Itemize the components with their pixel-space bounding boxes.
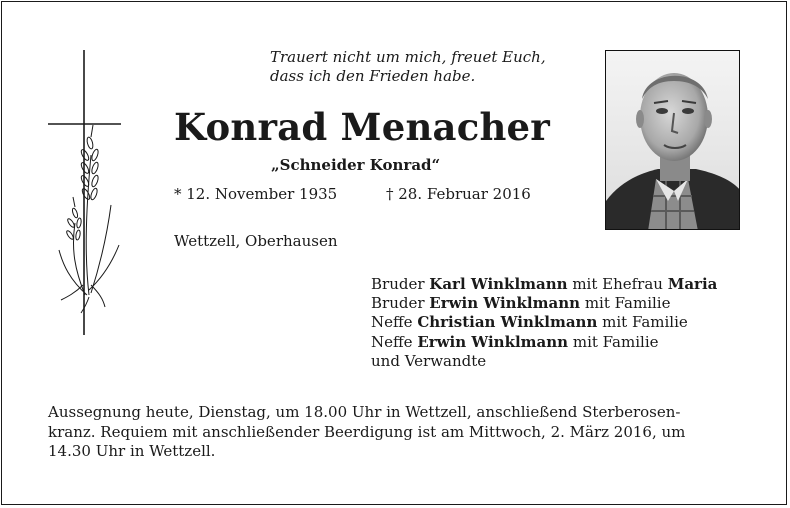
mourner-name: Erwin Winklmann [429, 294, 581, 313]
service-line: kranz. Requiem mit anschließender Beerdigung ist am Mittwoch, 2. März 2016, um [48, 422, 686, 441]
deceased-name: Konrad Menacher [174, 105, 550, 149]
mourner-name: Karl Winklmann [429, 275, 568, 293]
mourner-relation: Bruder [371, 294, 430, 313]
death-date: † 28. Februar 2016 [386, 185, 531, 203]
mourners-list [371, 275, 717, 371]
motto-line: dass ich den Frieden habe. [270, 67, 476, 85]
mourner-suffix: mit Familie [597, 313, 688, 332]
portrait-photo [605, 50, 740, 230]
nickname: „Schneider Konrad“ [271, 156, 441, 174]
service-info [48, 403, 748, 462]
mourner-line [371, 294, 717, 313]
cross-with-wheat-icon [45, 45, 125, 340]
place: Wettzell, Oberhausen [174, 232, 338, 250]
mourner-relation: Neffe [371, 332, 418, 351]
mourner-suffix: mit Familie [568, 332, 659, 351]
mourner-relation: Bruder [371, 275, 430, 293]
birth-date: * 12. November 1935 [174, 185, 338, 203]
mourner-suffix: mit Ehefrau [567, 275, 668, 293]
service-line: 14.30 Uhr in Wettzell. [48, 442, 216, 460]
mourner-name: Erwin Winklmann [417, 332, 569, 351]
mourner-relation: Neffe [371, 313, 418, 332]
mourner-spouse: Maria [667, 275, 718, 293]
mourner-line [371, 275, 717, 294]
mourner-name: Christian Winklmann [417, 313, 598, 332]
mourner-line [371, 313, 717, 332]
motto-line: Trauert nicht um mich, freuet Euch, [270, 48, 546, 66]
motto [270, 48, 546, 86]
mourner-line [371, 333, 717, 352]
mourner-relation: und Verwandte [371, 351, 487, 370]
mourner-suffix: mit Familie [580, 294, 671, 313]
service-line: Aussegnung heute, Dienstag, um 18.00 Uhr in Wettzell, anschließend Sterberosen- [48, 403, 681, 421]
mourner-line [371, 352, 717, 371]
